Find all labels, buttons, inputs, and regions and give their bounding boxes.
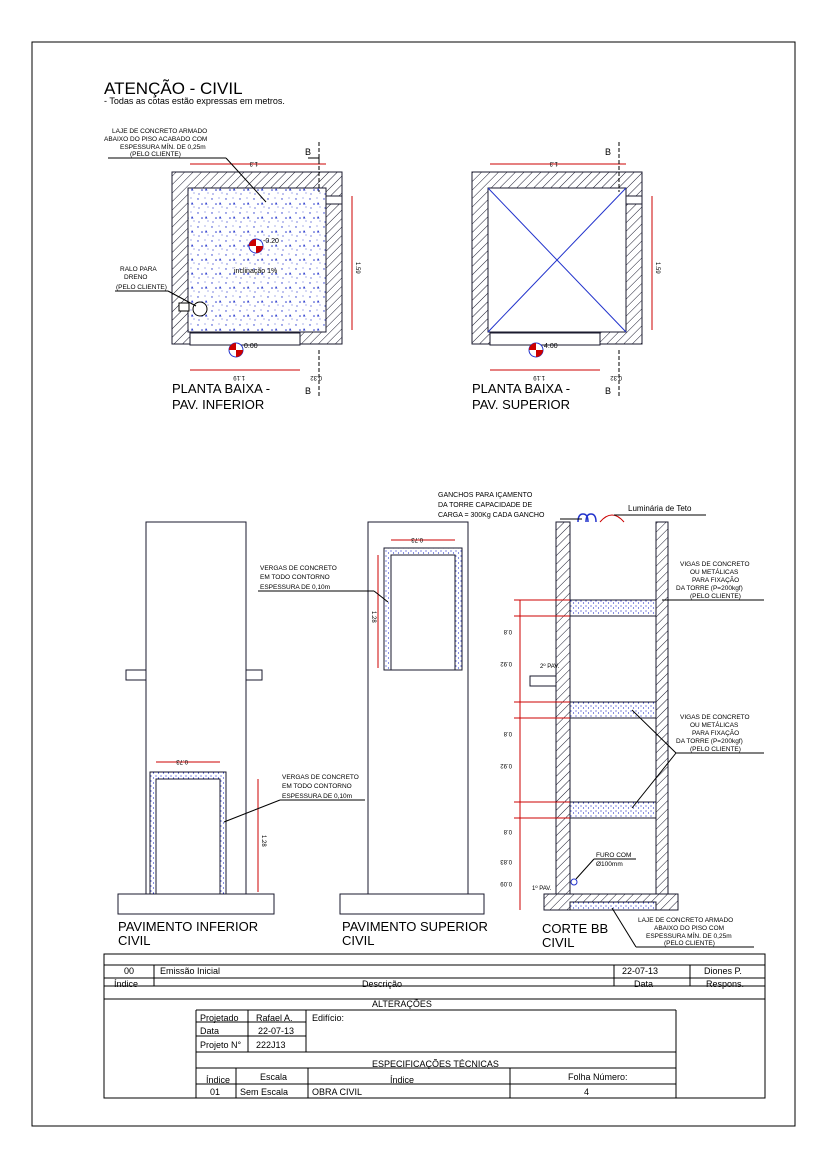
svg-text:1.28: 1.28 [370, 611, 376, 623]
svg-text:Índice: Índice [206, 1075, 231, 1085]
svg-text:Sem Escala: Sem Escala [240, 1087, 289, 1097]
svg-text:00: 00 [124, 966, 135, 976]
caption-elev-upper: PAVIMENTO SUPERIOR CIVIL [342, 919, 488, 948]
svg-text:0.32: 0.32 [610, 374, 622, 380]
svg-text:B: B [605, 386, 612, 396]
svg-text:1º PAV.: 1º PAV. [532, 886, 552, 892]
svg-text:inclinação 1%: inclinação 1% [234, 268, 278, 275]
svg-text:B: B [305, 147, 312, 157]
plan-lower [104, 128, 360, 412]
svg-text:0.92: 0.92 [500, 762, 512, 768]
svg-text:0.73: 0.73 [176, 758, 188, 764]
note-vigas-2: VIGAS DE CONCRETO OU METÁLICAS PARA FIXAÇÃO DA TORRE (P=200kgf) (PELO CLIENTE) [676, 714, 750, 753]
page-title: ATENÇÃO - CIVIL [104, 79, 243, 98]
svg-text:1.59: 1.59 [354, 262, 360, 274]
svg-text:4.00: 4.00 [544, 343, 558, 350]
note-vigas-1: VIGAS DE CONCRETO OU METÁLICAS PARA FIXAÇÃO DA TORRE (P=200kgf) (PELO CLIENTE) [676, 561, 750, 600]
svg-text:01: 01 [210, 1087, 221, 1097]
section-bb [438, 492, 764, 950]
svg-text:2º PAV.: 2º PAV. [540, 664, 560, 670]
svg-text:Data: Data [634, 979, 654, 989]
svg-text:1.19: 1.19 [533, 374, 545, 380]
caption-plan-upper: PLANTA BAIXA - PAV. SUPERIOR [472, 381, 571, 412]
svg-text:1.3: 1.3 [549, 160, 558, 166]
note-vergas-lower: VERGAS DE CONCRETO EM TODO CONTORNO ESPESSURA DE 0,10m [282, 774, 359, 800]
elevation-upper [258, 522, 492, 948]
svg-text:1.3: 1.3 [249, 160, 258, 166]
note-laje-corte: LAJE DE CONCRETO ARMADO ABAIXO DO PISO COM ESPESSURA MÍN. DE 0,25m (PELO CLIENTE) [638, 917, 734, 947]
svg-text:0.8: 0.8 [503, 828, 512, 834]
hook-icon [578, 514, 596, 522]
svg-text:0.73: 0.73 [411, 536, 423, 542]
furo-icon [571, 879, 577, 885]
svg-text:Projetado: Projetado [200, 1013, 239, 1023]
note-vergas-upper: VERGAS DE CONCRETO EM TODO CONTORNO ESPESSURA DE 0,10m [260, 565, 337, 591]
svg-text:0.00: 0.00 [244, 343, 258, 350]
svg-text:Luminária de Teto: Luminária de Teto [628, 504, 692, 513]
svg-text:0.83: 0.83 [500, 858, 512, 864]
svg-text:Escala: Escala [260, 1072, 288, 1082]
svg-text:-0.20: -0.20 [263, 238, 279, 245]
svg-text:0.09: 0.09 [500, 880, 512, 886]
svg-text:Rafael A.: Rafael A. [256, 1013, 293, 1023]
note-ganchos: GANCHOS PARA IÇAMENTO DA TORRE CAPACIDADE DE CARGA = 300Kg CADA GANCHO [438, 492, 545, 519]
note-laje: LAJE DE CONCRETO ARMADO ABAIXO DO PISO ACABADO COM ESPESSURA MÍN. DE 0,25m (PELO CLIENTE) [104, 128, 208, 158]
svg-text:0.32: 0.32 [310, 374, 322, 380]
svg-text:0.8: 0.8 [503, 628, 512, 634]
svg-text:Data: Data [200, 1026, 220, 1036]
svg-text:4: 4 [584, 1087, 590, 1097]
drain-icon [193, 302, 207, 316]
plan-upper [472, 142, 660, 412]
svg-text:Índice: Índice [114, 979, 139, 989]
svg-text:OBRA CIVIL: OBRA CIVIL [312, 1087, 363, 1097]
svg-text:Edifício:: Edifício: [312, 1013, 345, 1023]
svg-text:Índice: Índice [390, 1075, 415, 1085]
svg-text:1.19: 1.19 [233, 374, 245, 380]
note-ralo: RALO PARA DRENO (PELO CLIENTE) [116, 266, 167, 291]
svg-text:Projeto N°: Projeto N° [200, 1040, 242, 1050]
luminaire-icon [600, 515, 624, 522]
svg-text:0.8: 0.8 [503, 730, 512, 736]
svg-text:222J13: 222J13 [256, 1040, 286, 1050]
svg-text:ESPECIFICAÇÕES TÉCNICAS: ESPECIFICAÇÕES TÉCNICAS [372, 1059, 499, 1069]
svg-text:Folha Número:: Folha Número: [568, 1072, 628, 1082]
caption-plan-lower: PLANTA BAIXA - PAV. INFERIOR [172, 381, 271, 412]
svg-text:Emissão Inicial: Emissão Inicial [160, 966, 221, 976]
svg-text:B: B [605, 147, 612, 157]
svg-text:Diones P.: Diones P. [704, 966, 742, 976]
svg-text:B: B [305, 386, 312, 396]
note-furo: FURO COM Ø100mm [596, 852, 632, 868]
svg-text:Descrição: Descrição [362, 979, 403, 989]
caption-section: CORTE BB CIVIL [542, 921, 609, 950]
svg-text:ALTERAÇÕES: ALTERAÇÕES [372, 999, 432, 1009]
svg-text:22-07-13: 22-07-13 [622, 966, 659, 976]
page-subtitle: - Todas as cotas estão expressas em metros. [104, 96, 285, 106]
svg-text:Respons.: Respons. [706, 979, 745, 989]
svg-text:1.59: 1.59 [654, 262, 660, 274]
svg-text:1.28: 1.28 [260, 835, 266, 847]
caption-elev-lower: PAVIMENTO INFERIOR CIVIL [118, 919, 259, 948]
svg-text:22-07-13: 22-07-13 [258, 1026, 295, 1036]
svg-text:0.92: 0.92 [500, 660, 512, 666]
